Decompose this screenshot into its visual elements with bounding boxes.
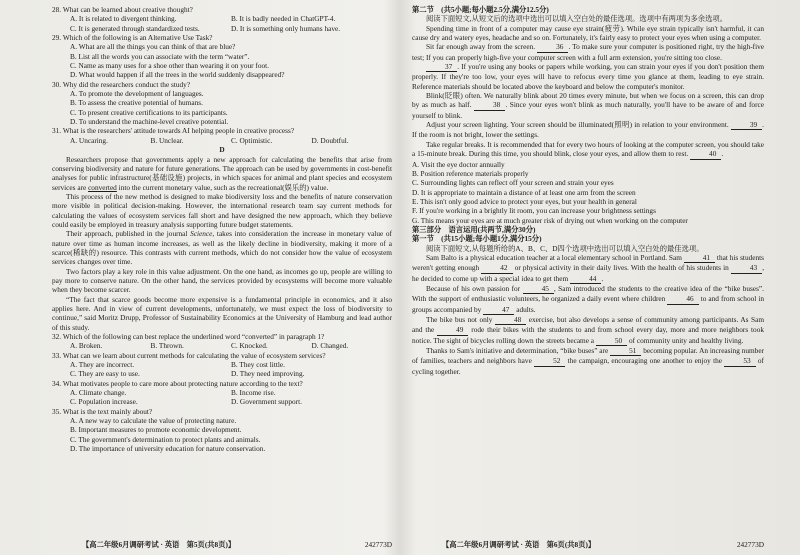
option-a: A. Climate change.: [70, 388, 127, 398]
question-stem: 29. Which of the following is an Alternative Use Task?: [52, 33, 213, 43]
option-d: D. Changed.: [311, 341, 349, 351]
text-segment: . If the room is not bright, lower the settings.: [412, 120, 764, 140]
page-footer: [412, 540, 764, 549]
page-6: [412, 5, 764, 549]
option-b: B. Income rise.: [231, 388, 276, 398]
option-b: B. List all the words you can associate with the term “water”.: [70, 51, 250, 61]
text-segment: Thanks to Sam's initiative and determination, “bike buses” are: [426, 346, 609, 356]
blank-36: 36: [537, 42, 568, 52]
text-segment: Sam Balto is a physical education teacher at a local elementary school in Portland. Sam: [426, 252, 682, 262]
option-d: D. It is something only humans have.: [231, 23, 341, 33]
option-b: B. Important measures to promote economic development.: [70, 425, 242, 435]
section-2-instructions: 阅读下面短文,从短文后的选项中选出可以填入空白处的最佳选项。选项中有两项为多余选项。: [426, 14, 727, 24]
option-a: A. What are all the things you can think of that are blue?: [70, 42, 236, 52]
blank-47: 47: [483, 305, 514, 315]
blank-39: 39: [731, 120, 762, 130]
option-c: C. They are easy to use.: [70, 369, 140, 379]
section-1-title: 第一节 (共15小题;每小题1分,满分15分): [412, 234, 542, 244]
blank-49: 49: [437, 325, 468, 335]
options-list: [412, 160, 764, 225]
option-item: D. It is appropriate to maintain a distance of at least one arm from the screen: [412, 187, 636, 197]
blank-37: 37: [426, 62, 457, 72]
option-a: A. A new way to calculate the value of protecting nature.: [70, 416, 237, 426]
passage-paragraph-4: Two factors play a key role in this value adjustment. On the one hand, as incomes go up, people are willing to pay more to conserve nature. On the other hand, the services provided by ecosystems will become more valuable when they become scarcer.: [52, 266, 392, 295]
blank-40: 40: [690, 149, 721, 159]
option-d: D. Doubtful.: [311, 135, 349, 145]
blank-50: 50: [596, 336, 627, 346]
option-b: B. Thrown.: [150, 341, 184, 351]
option-a: A. To promote the development of languages.: [70, 89, 204, 99]
question-30: [52, 80, 392, 127]
journal-name: Science: [190, 229, 213, 239]
blank-48: 48: [495, 315, 526, 325]
blank-42: 42: [481, 263, 512, 273]
footer-code: 242773D: [364, 539, 392, 549]
cloze-paragraph-2: [412, 284, 764, 315]
footer-title: 【高二年级6月调研考试 · 英语 第6页(共8页)】: [442, 539, 596, 549]
question-35: [52, 407, 392, 454]
text-segment: Adjust your screen lighting. Your screen should be illuminated(照明) in relation to your environment.: [426, 120, 729, 130]
text-segment: into the current monetary value, such as the recreational(娱乐的) value.: [116, 182, 329, 192]
option-b: B. To assess the creative potential of humans.: [70, 98, 203, 108]
question-33: [52, 351, 392, 379]
footer-code: 242773D: [736, 539, 764, 549]
blank-53: 53: [724, 356, 755, 366]
passage-paragraph-3: [52, 229, 392, 266]
text-segment: Blink(眨眼) often. We naturally blink about 20 times every minute, but when we focus on a screen, this can drop by as much as half.: [412, 91, 764, 110]
text-segment: the campaign, encouraging one another to enjoy the: [567, 356, 723, 366]
blank-45: 45: [523, 284, 554, 294]
blank-38: 38: [474, 100, 505, 110]
cloze-paragraph-4: [412, 346, 764, 376]
option-c: C. It is generated through standardized tests.: [70, 23, 200, 33]
question-stem: 32. Which of the following can best replace the underlined word “converted” in paragraph 1?: [52, 332, 325, 342]
option-d: D. The importance of university education for nature conservation.: [70, 444, 266, 454]
text-segment: The bike bus not only: [426, 315, 493, 324]
passage-paragraph-1: Spending time in front of a computer may cause eye strain(疲劳). While eye strain typically isn't harmful, it can cause dry and watery eyes, headache and so on. Fortunately, it's fairly easy to protect your eyes when using a computer.: [412, 23, 764, 43]
cloze-paragraph-3: [412, 315, 764, 346]
text-segment: Because of his own passion for: [426, 283, 521, 293]
text-segment: Sit far enough away from the screen.: [426, 42, 536, 52]
option-c: C. The government's determination to protect plants and animals.: [70, 434, 261, 444]
option-a: A. They are incorrect.: [70, 360, 135, 370]
underlined-word: converted: [88, 182, 117, 192]
blank-44: 44: [570, 274, 601, 284]
option-item: C. Surrounding lights can reflect off your screen and strain your eyes: [412, 178, 614, 188]
text-segment: of cycling together.: [412, 356, 764, 376]
option-c: C. Name as many uses for a shoe other than wearing it on your foot.: [70, 61, 269, 71]
text-segment: , he decided to come up with a special idea to get them: [412, 263, 764, 283]
text-segment: that his students weren't getting enough: [412, 252, 764, 273]
blank-43: 43: [731, 263, 762, 273]
text-segment: . To make sure your computer is positioned right, try the high-five test; If you can properly high-five your computer screen with a full arm extension, you're sitting too close.: [412, 42, 764, 62]
passage-paragraph-2: [412, 42, 764, 62]
question-stem: 35. What is the text mainly about?: [52, 406, 153, 416]
option-d: D. To understand the machine-level creative potential.: [70, 117, 229, 127]
option-d: D. Government support.: [231, 397, 302, 407]
page-5: [52, 5, 392, 549]
section-1-instructions: 阅读下面短文,从每题所给的A、B、C、D四个选项中选出可以填入空白处的最佳选项。: [426, 243, 704, 253]
option-c: C. To present creative certifications to its participants.: [70, 107, 228, 117]
question-29: [52, 33, 392, 80]
option-a: A. It is related to divergent thinking.: [70, 14, 177, 24]
text-segment: rode their bikes with the students to and from school every day, more and more neighbors took notice. The sight of bicycles rolling down the streets became a: [412, 325, 764, 345]
question-stem: 31. What is the researchers' attitude towards AI helping people in creative process?: [52, 126, 295, 136]
section-d-heading: D: [219, 145, 225, 155]
blank-52: 52: [534, 356, 565, 366]
option-d: D. What would happen if all the trees in the world suddenly disappeared?: [70, 70, 285, 80]
text-segment: or physical activity in their daily lives. With the health of his students in: [514, 263, 729, 273]
question-stem: 30. Why did the researchers conduct the study?: [52, 79, 191, 89]
passage-paragraph-2: This process of the new method is designed to make biodiversity loss and the benefits of nature conservation more visible in political decision-making. However, the international research team say current methods for calculating the values of ecosystem services fall short and have designed the new approach, which they believe could easily be employed in treasury analysis supporting future budget statements.: [52, 191, 392, 229]
question-stem: 34. What motivates people to care more about protecting nature according to the text?: [52, 378, 303, 388]
text-segment: becoming popular. An increasing number of families, teachers and neighbors have: [412, 346, 764, 366]
passage-paragraph-4: [412, 91, 764, 120]
option-a: A. Broken.: [70, 341, 103, 351]
text-segment: Their approach, published in the journal: [66, 229, 191, 239]
text-segment: Researchers propose that governments apply a new approach for calculating the benefits that arise from conserving biodiversity and nature for future generations. The approach can be used by governments in cost-benefit analyses for public infrastructure(基础设施) projects, in which spaces for animal and plant species and ecosystem services are: [52, 154, 392, 192]
blank-41: 41: [684, 253, 715, 263]
option-item: G. This means your eyes are at much greater risk of drying out when working on the computer: [412, 215, 688, 225]
question-32: [52, 332, 392, 351]
option-c: C. Knocked.: [231, 341, 268, 351]
section-2-title: 第二节 (共5小题;每小题2.5分,满分12.5分): [412, 5, 549, 14]
part-3-title: 第三部分 语言运用(共两节,满分30分): [412, 224, 536, 234]
option-b: B. Unclear.: [150, 135, 184, 145]
option-item: B. Position reference materials properly: [412, 168, 529, 178]
option-c: C. Population increase.: [70, 397, 138, 407]
option-c: C. Optimistic.: [231, 135, 273, 145]
passage-paragraph-1: [52, 155, 392, 192]
text-segment: exercise, but also develops a sense of community among participants. As Sam and the: [412, 315, 764, 335]
text-segment: Take regular breaks. It is recommended that for every two hours of looking at the computer screen, you should take a 15-minute break. During this time, you should blink, close your eyes, and allow them to rest.: [412, 139, 764, 159]
question-34: [52, 379, 392, 407]
text-segment: , takes into consideration the increase in monetary value of nature over time as human income increases, as well as the likely decline in biodiversity, making it more of a scarce(稀缺的) resource. This contrasts with current methods, which do not consider how the value of ecosystem services changes over time.: [52, 229, 392, 267]
option-item: F. If you're working in a brightly lit room, you can increase your brightness settings: [412, 206, 656, 216]
question-31: [52, 126, 392, 145]
footer-title: 【高二年级6月调研考试 · 英语 第5页(共8页)】: [82, 539, 236, 549]
passage-paragraph-6: Take regular breaks. It is recommended that for every two hours of looking at the computer screen, you should take a 15-minute break. During this time, you should blink, close your eyes, and allow them to rest. 40 .: [412, 139, 764, 159]
option-d: D. They need improving.: [231, 369, 305, 379]
option-b: B. It is badly needed in ChatGPT-4.: [231, 14, 336, 24]
text-segment: , Sam introduced the students to the creative idea of the “bike buses”. With the support of enthusiastic volunteers, he organized a daily event where children: [412, 283, 764, 304]
option-b: B. They cost little.: [231, 360, 285, 370]
cloze-paragraph-1: Sam Balto is a physical education teacher at a local elementary school in Portland. Sam 41 that his students weren't getting enough 42 or physical activity in their daily lives. With the health of his students in 43 , he decided to come up with a special idea to get them 44 .: [412, 252, 764, 283]
blank-51: 51: [610, 346, 641, 356]
text-segment: . Since your eyes won't blink as much naturally, you'll have to be aware of and force yourself to blink.: [412, 100, 764, 120]
blank-46: 46: [667, 294, 698, 304]
passage-paragraph-5: [412, 120, 764, 140]
text-segment: adults.: [516, 304, 536, 314]
option-a: A. Uncaring.: [70, 135, 108, 145]
question-stem: 33. What can we learn about current methods for calculating the value of ecosystem services?: [52, 350, 326, 360]
page-footer: [52, 540, 392, 549]
question-stem: 28. What can be learned about creative thought?: [52, 5, 193, 14]
passage-paragraph-3: [412, 62, 764, 91]
question-28: [52, 5, 392, 33]
text-segment: of community unity and healthy living.: [628, 335, 744, 345]
text-segment: to and from school in groups accompanied by: [412, 294, 764, 314]
option-item: E. This isn't only good advice to protect your eyes, but your health in general: [412, 196, 637, 206]
option-item: A. Visit the eye doctor annually: [412, 159, 505, 169]
passage-paragraph-5: “The fact that scarce goods become more expensive is a fundamental principle in economics, and it also applies here. And in view of current developments, unfortunately, we must expect the loss of biodiversity to continue,” said Moritz Drupp, Professor of Sustainability Economics at the University of Hamburg and lead author of this study.: [52, 294, 392, 332]
text-segment: . If you're using any books or papers while working, you can strain your eyes if you don't position them properly. If they're too low, your eyes will have to refocus every time you glance at them, leading to eye strain. Reference materials should be located above the keyboard and below the computer's monitor.: [412, 62, 764, 91]
